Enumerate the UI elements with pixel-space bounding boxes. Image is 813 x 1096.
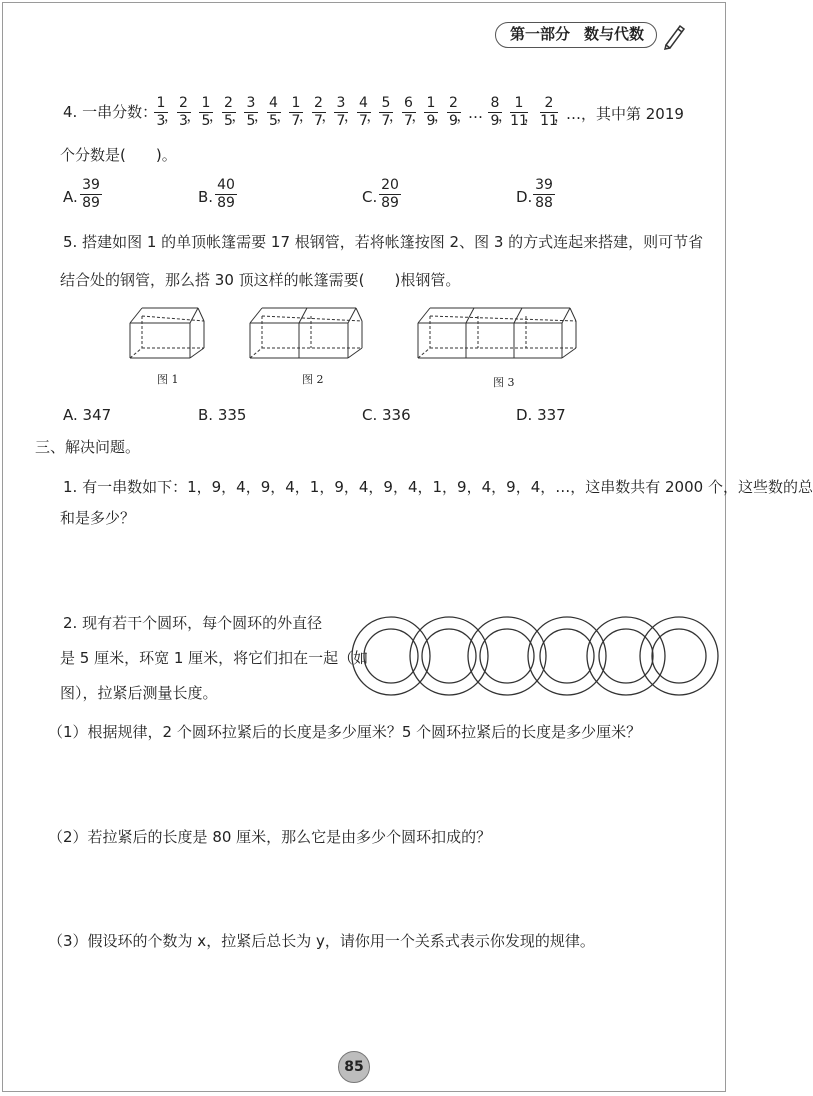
q4-line2: 个分数是( )。 [60,146,177,164]
q4-comma-12: ， [434,109,448,125]
q4-fraction-4-denominator: 5 [246,113,256,129]
q4-fraction-0-numerator: 1 [154,96,168,113]
q4-fraction-2-denominator: 5 [201,113,211,129]
q4-fraction-8-denominator: 7 [336,113,346,129]
s3-q1-line2: 和是多少？ [60,509,136,527]
ring-inner-3 [540,629,594,683]
s3-q2-sub2: （2）若拉紧后的长度是 80 厘米，那么它是由多少个圆环扣成的？ [48,828,492,846]
q4-fraction-10-denominator: 7 [381,113,391,129]
q4-comma-tail-1: ， [524,109,538,125]
q4-lead: 4. 一串分数： [63,103,158,121]
q4-fraction-3-numerator: 2 [222,96,236,113]
q4-option-letter-2: C. [362,188,378,206]
q4-comma-tail-2: ， [554,109,568,125]
q4-fraction-2-numerator: 1 [199,96,213,113]
q4-fraction-11-denominator: 7 [404,113,413,129]
q4-fraction-5-denominator: 5 [269,113,278,129]
q4-comma-13: ， [456,109,471,125]
q4-option-letter-0: A. [63,188,78,206]
q4-comma-4: ， [254,109,268,125]
q5-option-a: A. 347 [63,406,112,424]
s3-q2-line2: 是 5 厘米，环宽 1 厘米，将它们扣在一起（如 [60,649,369,667]
q4-fraction-8-numerator: 3 [334,96,348,113]
q4-fraction-13-denominator: 9 [449,113,458,129]
q5-option-b: B. 335 [198,406,247,424]
q4-option-fraction-2-numerator: 20 [379,178,401,195]
q4-comma-1: ， [186,109,201,125]
header-part: 第一部分 [510,25,571,43]
q4-option-fraction-2-denominator: 89 [381,195,399,211]
q4-fraction-6-denominator: 7 [291,113,301,129]
figure-3-caption: 图 3 [493,376,515,389]
q4-fraction-0-denominator: 3 [156,113,166,129]
q4-comma-9: ， [366,109,381,125]
q4-option-fraction-0-numerator: 39 [80,178,102,195]
figure-2-caption: 图 2 [302,373,324,386]
section3-title: 三、解决问题。 [35,438,141,456]
header-topic: 数与代数 [584,25,645,43]
q4-comma-7: ， [321,109,336,125]
q4-fraction-13-numerator: 2 [447,96,461,113]
q4-fraction-6-numerator: 1 [289,96,303,113]
q4-comma-6: ， [299,109,313,125]
q4-fraction-9-denominator: 7 [359,113,368,129]
q4-fraction-12-denominator: 9 [426,113,436,129]
q4-comma-8: ， [344,109,358,125]
q4-fraction-1-denominator: 3 [179,113,188,129]
q4-option-fraction-3-numerator: 39 [533,178,555,195]
q4-option-fraction-3-denominator: 88 [535,195,553,211]
q5-line2: 结合处的钢管，那么搭 30 顶这样的帐篷需要( )根钢管。 [60,271,461,289]
q4-option-letter-1: B. [198,188,214,206]
q4-fraction-tail-2-numerator: 2 [540,96,558,113]
ring-inner-5 [652,629,706,683]
q4-ellipsis: … [468,104,483,122]
q4-fraction-7-numerator: 2 [312,96,326,113]
q4-option-fraction-1-denominator: 89 [217,195,235,211]
s3-q2-sub3: （3）假设环的个数为 x，拉紧后总长为 y，请你用一个关系式表示你发现的规律。 [48,932,595,950]
q4-comma-tail-0: ， [498,109,512,125]
q5-option-d: D. 337 [516,406,566,424]
q4-fraction-1-numerator: 2 [177,96,191,113]
s3-q2-sub1: （1）根据规律，2 个圆环拉紧后的长度是多少厘米？5 个圆环拉紧后的长度是多少厘米？ [48,723,642,741]
q4-fraction-10-numerator: 5 [379,96,393,113]
q4-fraction-tail-0-denominator: 9 [490,113,500,129]
q4-comma-5: ， [276,109,291,125]
q4-option-letter-3: D. [516,188,533,206]
q4-option-fraction-0-denominator: 89 [82,195,100,211]
figure-1-caption: 图 1 [157,373,179,386]
s3-q2-line1: 2. 现有若干个圆环，每个圆环的外直径 [63,614,323,632]
s3-q2-line3: 图），拉紧后测量长度。 [60,684,218,702]
q4-fraction-tail-1-denominator: 11 [510,113,528,129]
q5-option-c: C. 336 [362,406,411,424]
q5-line1: 5. 搭建如图 1 的单顶帐篷需要 17 根钢管，若将帐篷按图 2、图 3 的方式连起来搭建，则可节省 [63,233,704,251]
q4-fraction-11-numerator: 6 [402,96,416,113]
q4-option-fraction-1-numerator: 40 [215,178,237,195]
q4-comma-2: ， [209,109,223,125]
q4-fraction-7-denominator: 7 [314,113,323,129]
q4-fraction-4-numerator: 3 [244,96,258,113]
q4-comma-0: ， [164,109,178,125]
page-number: 85 [338,1051,370,1083]
q4-comma-10: ， [389,109,403,125]
q4-comma-3: ， [231,109,246,125]
q4-fraction-tail-0-numerator: 8 [488,96,502,113]
q4-fraction-9-numerator: 4 [357,96,371,113]
q4-fraction-12-numerator: 1 [424,96,438,113]
q4-fraction-3-denominator: 5 [224,113,233,129]
q4-fraction-tail-2-denominator: 11 [540,113,558,129]
q4-comma-11: ， [411,109,426,125]
q4-fraction-tail-1-numerator: 1 [510,96,528,113]
q4-fraction-5-numerator: 4 [267,96,281,113]
s3-q1-line1: 1. 有一串数如下：1，9，4，9，4，1，9，4，9，4，1，9，4，9，4，…，这串数共有 2000 个，这些数的总 [63,478,813,496]
q4-tail: …，其中第 2019 [566,105,684,123]
